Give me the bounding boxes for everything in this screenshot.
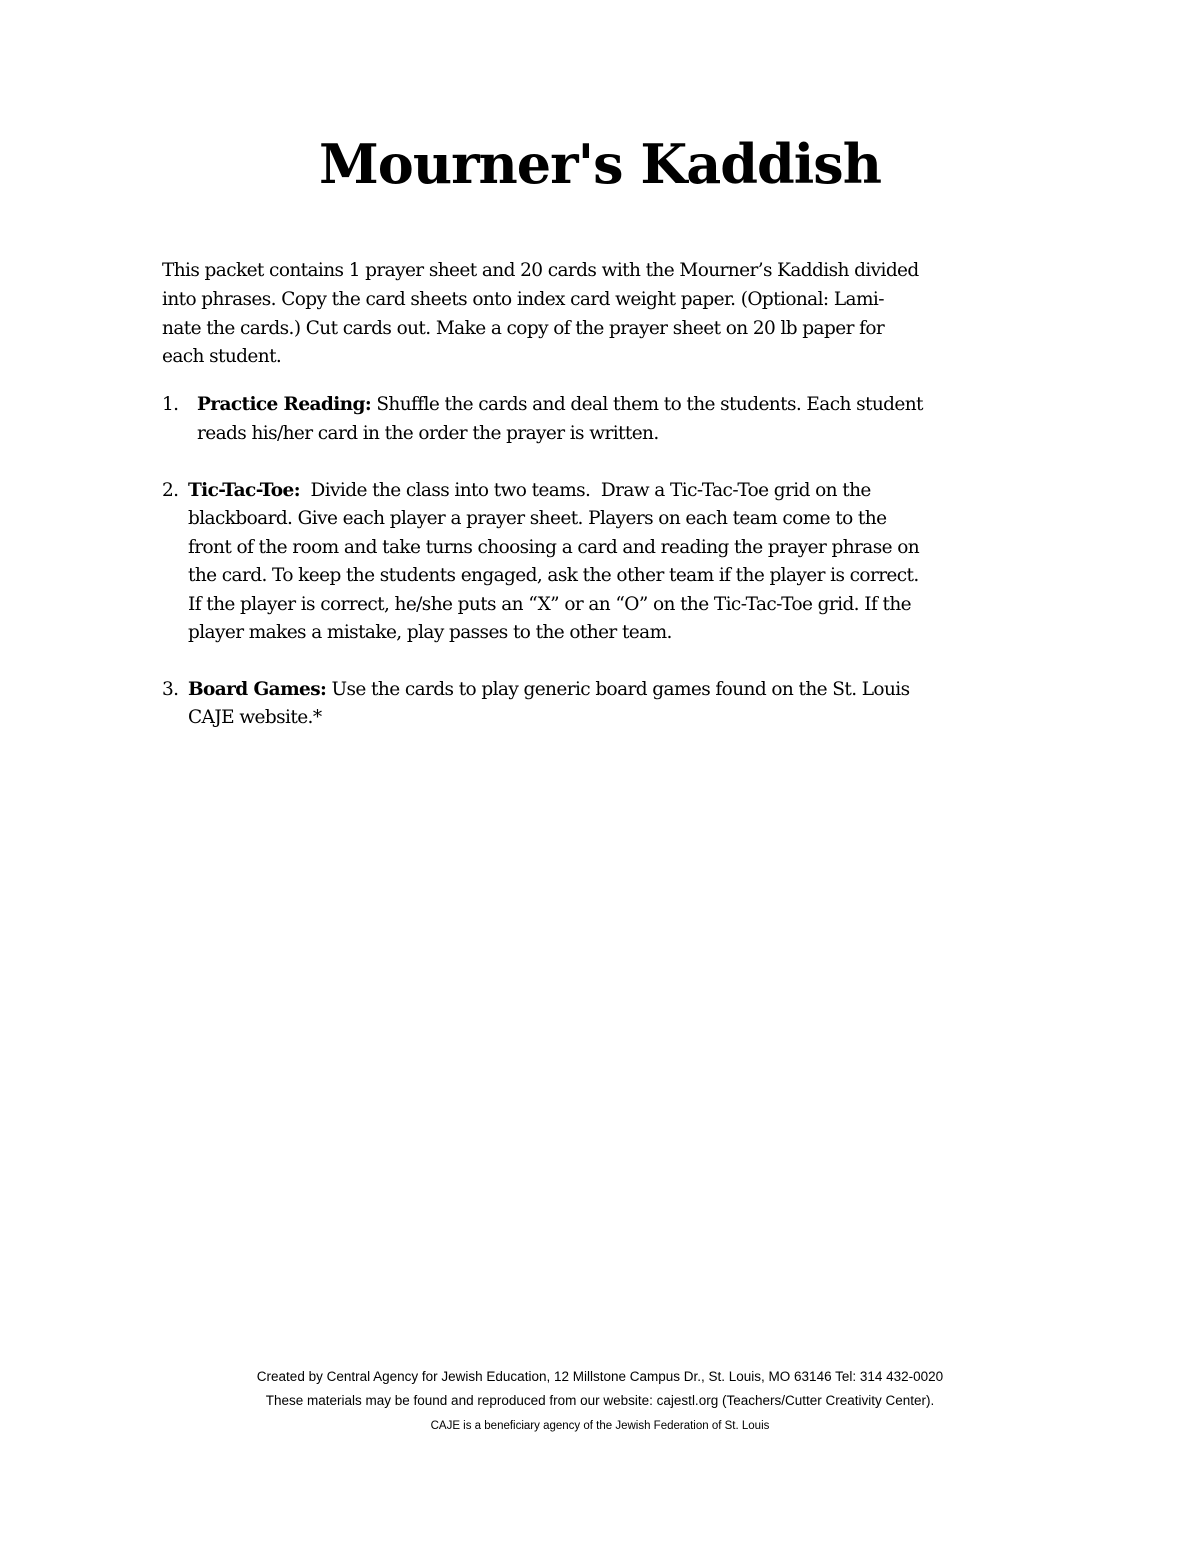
item-line: If the player is correct, he/she puts an “X” or an “O” on the Tic-Tac-Toe grid. If the <box>188 594 911 615</box>
item-label: Practice Reading: <box>197 394 372 415</box>
item-line: CAJE website.* <box>188 707 322 728</box>
intro-line: into phrases. Copy the card sheets onto index card weight paper. (Optional: Lami- <box>162 289 884 310</box>
item-line: the card. To keep the students engaged, ask the other team if the player is correct. <box>188 565 919 586</box>
item-line: reads his/her card in the order the prayer is written. <box>197 423 659 444</box>
page-title: Mourner's Kaddish <box>319 132 881 196</box>
item-label: Tic-Tac-Toe: <box>188 480 300 501</box>
item-line: Divide the class into two teams. Draw a Tic-Tac-Toe grid on the <box>299 480 871 501</box>
item-line: Use the cards to play generic board games found on the St. Louis <box>326 679 910 700</box>
item-line: blackboard. Give each player a prayer sheet. Players on each team come to the <box>188 508 887 529</box>
item-line: front of the room and take turns choosing a card and reading the prayer phrase on <box>188 537 920 558</box>
intro-line: nate the cards.) Cut cards out. Make a copy of the prayer sheet on 20 lb paper for <box>162 318 885 339</box>
footer-agency: CAJE is a beneficiary agency of the Jewish Federation of St. Louis <box>430 1420 770 1432</box>
item-label: Board Games: <box>188 679 327 700</box>
intro-line: This packet contains 1 prayer sheet and 20 cards with the Mourner’s Kaddish divided <box>162 260 919 281</box>
footer-contact: Created by Central Agency for Jewish Education, 12 Millstone Campus Dr., St. Louis, MO 63146 Tel: 314 432-0020 <box>256 1369 944 1384</box>
item-line: Shuffle the cards and deal them to the students. Each student <box>371 394 923 415</box>
footer-website: These materials may be found and reproduced from our website: cajestl.org (Teachers/Cutter Creativity Center). <box>265 1393 935 1408</box>
item-line: player makes a mistake, play passes to the other team. <box>188 622 672 643</box>
item-number: 3. <box>162 679 179 700</box>
intro-line: each student. <box>162 346 282 367</box>
item-number: 1. <box>162 394 179 415</box>
item-number: 2. <box>162 480 179 501</box>
